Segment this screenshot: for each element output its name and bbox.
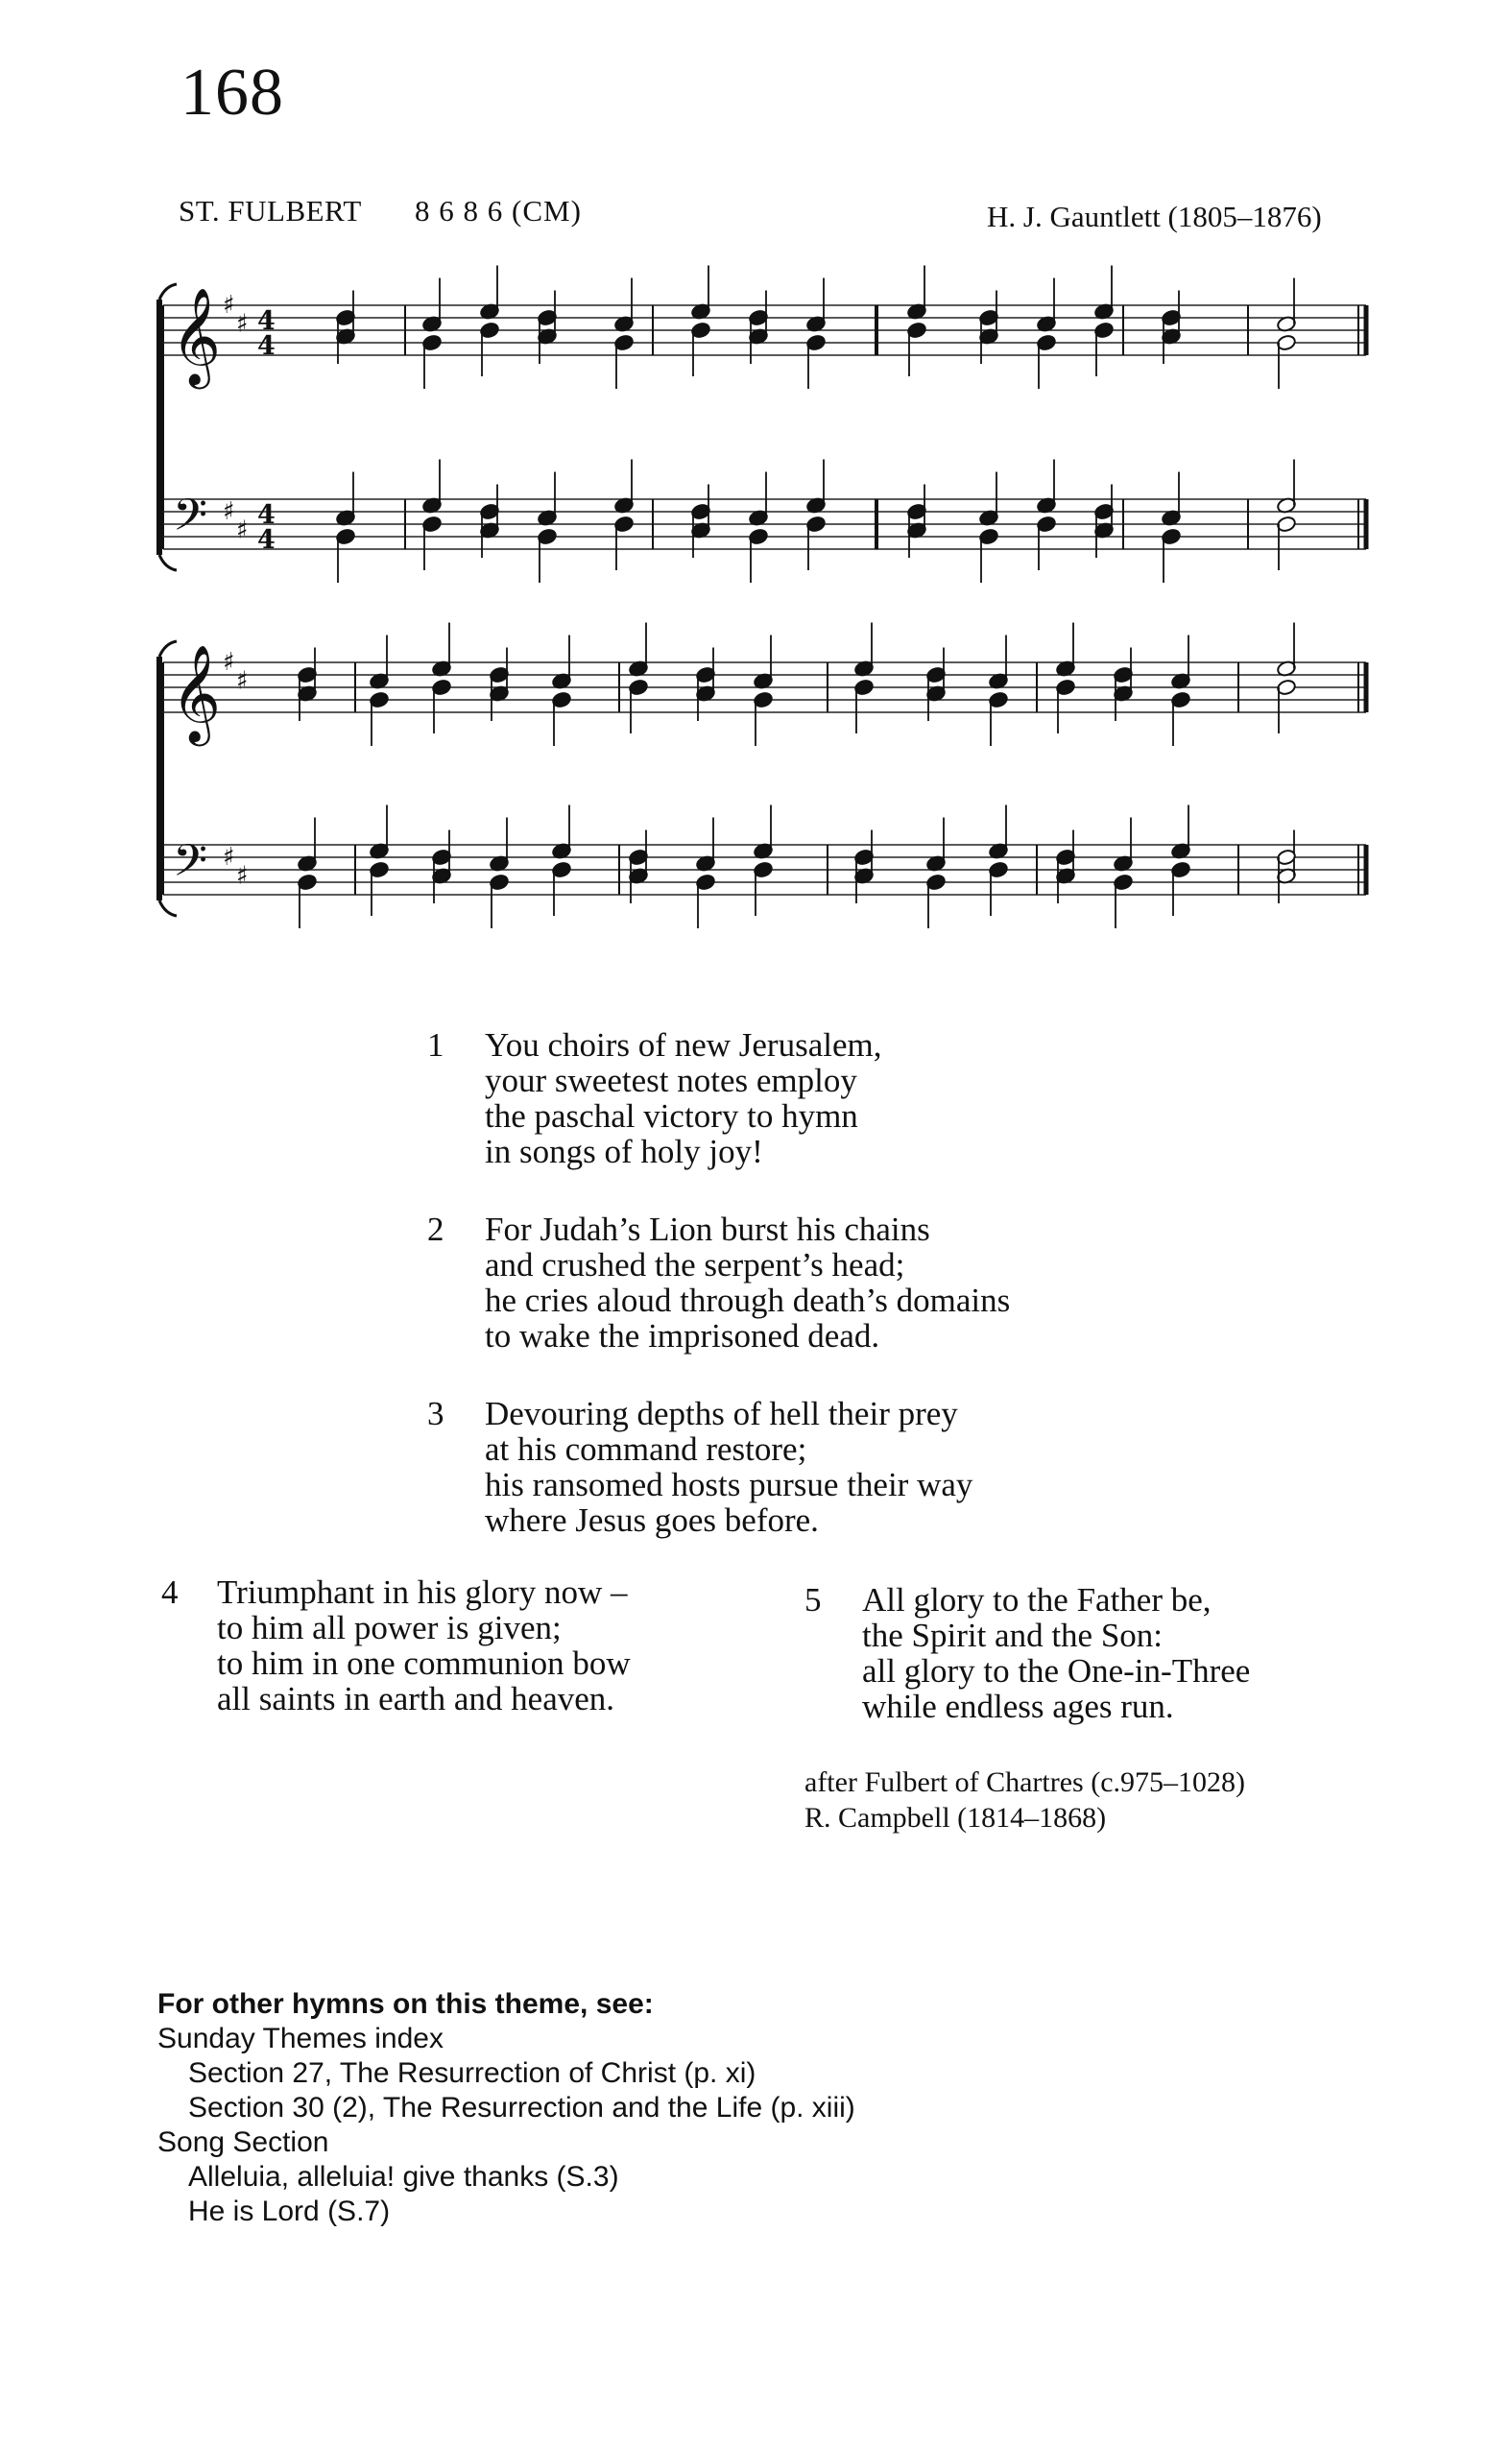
verse-line: You choirs of new Jerusalem,	[485, 1026, 882, 1064]
verse-line: to him in one communion bow	[217, 1644, 631, 1682]
treble-clef-icon: 𝄞	[171, 643, 222, 742]
treble-clef-icon: 𝄞	[171, 286, 222, 385]
verse-4	[161, 1574, 631, 1716]
see-also-item: Alleluia, alleluia! give thanks (S.3)	[188, 2161, 619, 2193]
verse-2	[427, 1212, 1010, 1354]
verse-line: Devouring depths of hell their prey	[485, 1395, 958, 1432]
see-also-item: Section 30 (2), The Resurrection and the Life (p. xiii)	[188, 2092, 855, 2124]
verse-number: 1	[427, 1026, 444, 1064]
verse-line: the paschal victory to hymn	[485, 1097, 858, 1135]
verse-1	[427, 1027, 881, 1169]
sharp-icon: ♯	[223, 648, 235, 677]
see-also-heading: For other hymns on this theme, see:	[157, 1988, 654, 2020]
verse-3	[427, 1396, 972, 1538]
composer: H. J. Gauntlett (1805–1876)	[987, 200, 1322, 233]
verse-line: your sweetest notes employ	[485, 1062, 857, 1099]
time-signature-bottom: 4	[257, 525, 276, 555]
bracket-hook	[159, 900, 177, 916]
attribution-line: after Fulbert of Chartres (c.975–1028)	[804, 1766, 1246, 1798]
verse-line: his ransomed hosts pursue their way	[485, 1466, 973, 1503]
bracket-hook	[159, 555, 177, 570]
see-also-group-title: Song Section	[157, 2126, 329, 2158]
verse-line: the Spirit and the Son:	[862, 1617, 1164, 1654]
verse-number: 2	[427, 1211, 444, 1248]
sharp-icon: ♯	[236, 666, 249, 696]
sharp-icon: ♯	[236, 516, 249, 545]
sharp-icon: ♯	[236, 309, 249, 339]
verse-line: and crushed the serpent’s head;	[485, 1246, 905, 1284]
verse-number: 4	[161, 1573, 179, 1611]
music-system-1	[159, 266, 1366, 584]
tune-name: ST. FULBERT	[179, 194, 362, 228]
time-signature-bottom: 4	[257, 331, 276, 361]
see-also-item: Section 27, The Resurrection of Christ (p. xi)	[188, 2057, 756, 2089]
sharp-icon: ♯	[223, 843, 235, 872]
verse-number: 3	[427, 1395, 444, 1432]
verse-line: while endless ages run.	[862, 1688, 1174, 1725]
attribution-line: R. Campbell (1814–1868)	[804, 1802, 1107, 1834]
bass-clef-icon: 𝄢	[173, 490, 208, 552]
see-also-item: He is Lord (S.7)	[188, 2196, 391, 2227]
text-attribution	[804, 1764, 1245, 1836]
verse-line: he cries aloud through death’s domains	[485, 1282, 1011, 1319]
hymn-number: 168	[180, 56, 284, 130]
music-system-2	[159, 623, 1366, 929]
verse-line: in songs of holy joy!	[485, 1133, 763, 1170]
verse-number: 5	[804, 1581, 822, 1619]
time-signature-top: 4	[257, 306, 276, 336]
verse-line: to him all power is given;	[217, 1609, 562, 1646]
sharp-icon: ♯	[223, 497, 235, 526]
verse-line: For Judah’s Lion burst his chains	[485, 1211, 930, 1248]
verse-line: to wake the imprisoned dead.	[485, 1317, 880, 1355]
verse-line: where Jesus goes before.	[485, 1501, 819, 1539]
sharp-icon: ♯	[223, 291, 235, 320]
see-also-group-title: Sunday Themes index	[157, 2023, 444, 2054]
sharp-icon: ♯	[236, 861, 249, 891]
verse-line: all glory to the One-in-Three	[862, 1652, 1251, 1690]
verse-line: Triumphant in his glory now –	[217, 1573, 628, 1611]
meter: 8 6 8 6 (CM)	[415, 194, 582, 228]
bass-clef-icon: 𝄢	[173, 835, 208, 898]
music-score	[0, 0, 1512, 998]
verse-line: at his command restore;	[485, 1430, 807, 1468]
see-also-section	[157, 1987, 855, 2229]
verse-line: all saints in earth and heaven.	[217, 1680, 615, 1717]
verse-5	[804, 1582, 1250, 1724]
verse-line: All glory to the Father be,	[862, 1581, 1212, 1619]
time-signature-top: 4	[257, 500, 276, 530]
